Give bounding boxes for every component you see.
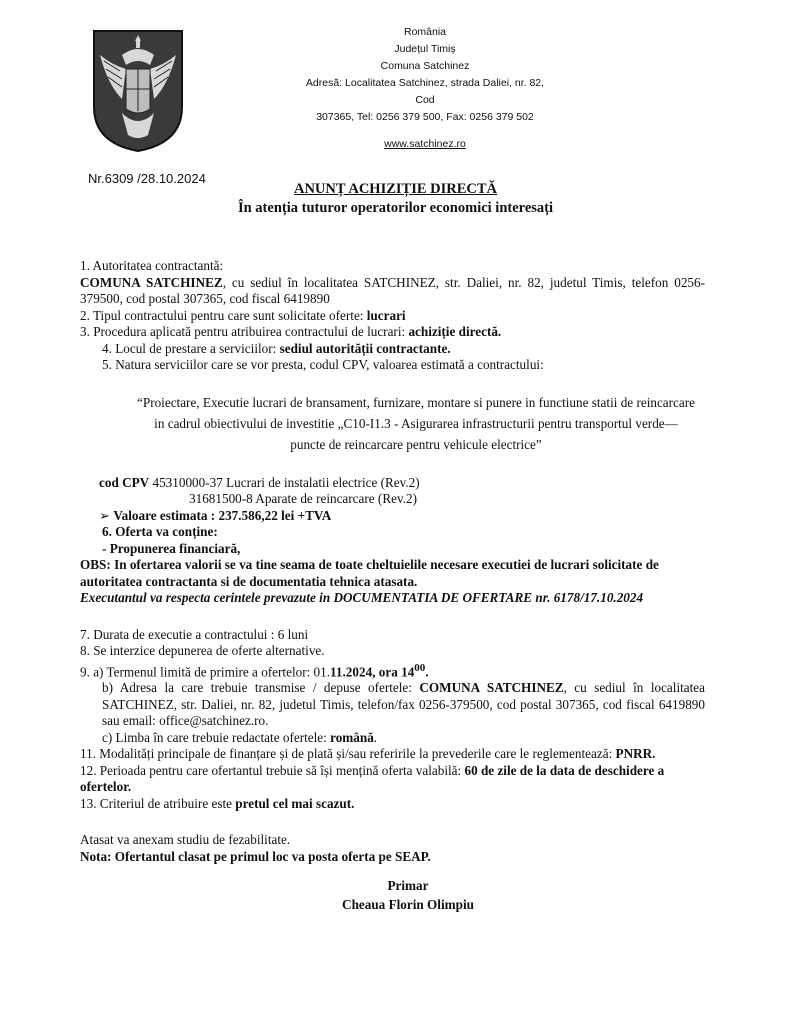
item-9c: [80, 730, 705, 747]
item-9a-end: .: [425, 663, 429, 679]
header-address: Adresă: Localitatea Satchinez, strada Daliei, nr. 82, Cod: [305, 77, 545, 106]
coat-of-arms-emblem: [92, 25, 184, 153]
seap-note-text: Nota: Ofertantul clasat pe primul loc va posta oferta pe SEAP.: [80, 848, 431, 864]
item-2-text: 2. Tipul contractului pentru care sunt solicitate oferte:: [80, 307, 367, 323]
estimated-value: [80, 508, 705, 525]
document-title-block: [0, 180, 791, 218]
item-3-text: 3. Procedura aplicată pentru atribuirea contractului de lucrari:: [80, 324, 409, 339]
item-9a-minutes: 00: [414, 661, 426, 674]
item-4-value: sediul autorității contractante.: [279, 340, 451, 356]
item-11: [80, 746, 705, 763]
item-4: [80, 341, 705, 358]
item-6-sub: [80, 541, 705, 558]
item-4-text: 4. Locul de prestare a serviciilor:: [102, 340, 280, 356]
signatory-role: Primar: [387, 878, 429, 893]
item-6-text: 6. Oferta va conține:: [102, 524, 218, 539]
service-description-quote: “Proiectare, Executie lucrari de bransament, furnizare, montare si punere in functiune statii de reincarcare in cadrul obiectivului de investitie „C10-I1.3 - Asigurarea infrastructurii pentru transportul verde— puncte de reincarcare pentru vehicule electrice”: [137, 394, 695, 452]
item-9b-name: COMUNA SATCHINEZ: [419, 680, 564, 696]
item-1-details: [80, 275, 705, 308]
header-commune: Comuna Satchinez: [380, 60, 470, 72]
item-9a: [80, 660, 705, 681]
obs-text: OBS: In ofertarea valorii se va tine seama de toate cheltuielile necesare executiei de lucrari solicitate de autoritatea contractanta si de documentatia tehnica atasata.: [80, 557, 659, 589]
item-7: 7. Durata de executie a contractului : 6 luni: [80, 626, 309, 642]
item-8: 8. Se interzice depunerea de oferte alternative.: [80, 643, 325, 658]
website-link[interactable]: www.satchinez.ro: [384, 138, 466, 150]
item-2: [80, 308, 705, 325]
institution-header: [300, 24, 550, 153]
item-9c-text: c) Limba în care trebuie redactate ofertele:: [102, 729, 331, 745]
item-11-text: 11. Modalități principale de finanțare și de plată și/sau referirile la prevederile care le reglementează:: [80, 746, 616, 762]
arrow-bullet-icon: ➢: [99, 507, 111, 523]
item-6: [80, 524, 705, 541]
item-13: [80, 796, 705, 813]
item-13-text: 13. Criteriul de atribuire este: [80, 795, 236, 811]
item-11-value: PNRR.: [615, 746, 656, 762]
item-6-sub-text: - Propunerea financiară,: [102, 540, 241, 556]
item-3-value: achiziție directă.: [408, 324, 502, 339]
seap-note: [80, 849, 705, 866]
item-12: [80, 763, 705, 796]
document-subtitle: În atenția tuturor operatorilor economici interesați: [237, 200, 554, 216]
item-12-value: 60 de zile de la data de deschidere a ofertelor.: [80, 762, 665, 795]
cpv-code-2: 31681500-8 Aparate de reincarcare (Rev.2): [189, 491, 417, 506]
item-9c-value: română: [330, 729, 374, 745]
authority-name: COMUNA SATCHINEZ: [80, 274, 223, 290]
obs-note: [80, 557, 705, 590]
announcement-body: [80, 258, 705, 865]
item-9b-text: b) Adresa la care trebuie transmise / depuse ofertele:: [102, 680, 420, 696]
item-12-text: 12. Perioada pentru care ofertantul trebuie să își mențină oferta valabilă:: [80, 762, 465, 778]
item-9b: [80, 680, 705, 730]
estimated-value-text: Valoare estimata : 237.586,22 lei +TVA: [113, 507, 332, 523]
item-9a-deadline: 11.2024, ora 14: [330, 663, 415, 679]
attachment-note: Atasat va anexam studiu de fezabilitate.: [80, 832, 291, 848]
document-title: ANUNȚ ACHIZIȚIE DIRECTĂ: [293, 181, 498, 197]
execution-note: Executantul va respecta cerintele prevazute in DOCUMENTATIA DE OFERTARE nr. 6178/17.10.2024: [80, 590, 644, 605]
item-9c-end: .: [373, 729, 378, 745]
cpv-label: cod CPV: [99, 474, 150, 490]
cpv-code-1: 45310000-37 Lucrari de instalatii electrice (Rev.2): [152, 474, 420, 490]
document-number: Nr.6309 /28.10.2024: [88, 171, 206, 186]
header-county: Județul Timiș: [394, 43, 456, 55]
cpv-codes: [80, 475, 705, 508]
item-1-label: 1. Autoritatea contractantă:: [80, 258, 224, 273]
item-9a-text: 9. a) Termenul limită de primire a ofertelor: 01.: [80, 663, 331, 679]
item-3: [80, 324, 705, 341]
item-9b-details: , cu sediul în localitatea SATCHINEZ, str. Daliei, nr. 82, judetul Timis, telefon/fax 0256-379500, cod postal 307365, cod fiscal 6419890 sau email: office@satchinez.ro.: [102, 680, 705, 729]
header-contact: 307365, Tel: 0256 379 500, Fax: 0256 379 502: [316, 111, 534, 123]
item-2-value: lucrari: [366, 307, 406, 323]
item-5: 5. Natura serviciilor care se vor presta, codul CPV, valoarea estimată a contractului:: [102, 357, 544, 372]
header-country: România: [403, 26, 447, 38]
authority-details: , cu sediul în localitatea SATCHINEZ, str. Daliei, nr. 82, judetul Timis, telefon 0256-379500, cod postal 307365, cod fiscal 6419890: [80, 274, 705, 306]
signature-block: [0, 876, 791, 914]
item-13-value: pretul cel mai scazut.: [235, 795, 355, 811]
signatory-name: Cheaua Florin Olimpiu: [342, 897, 474, 912]
